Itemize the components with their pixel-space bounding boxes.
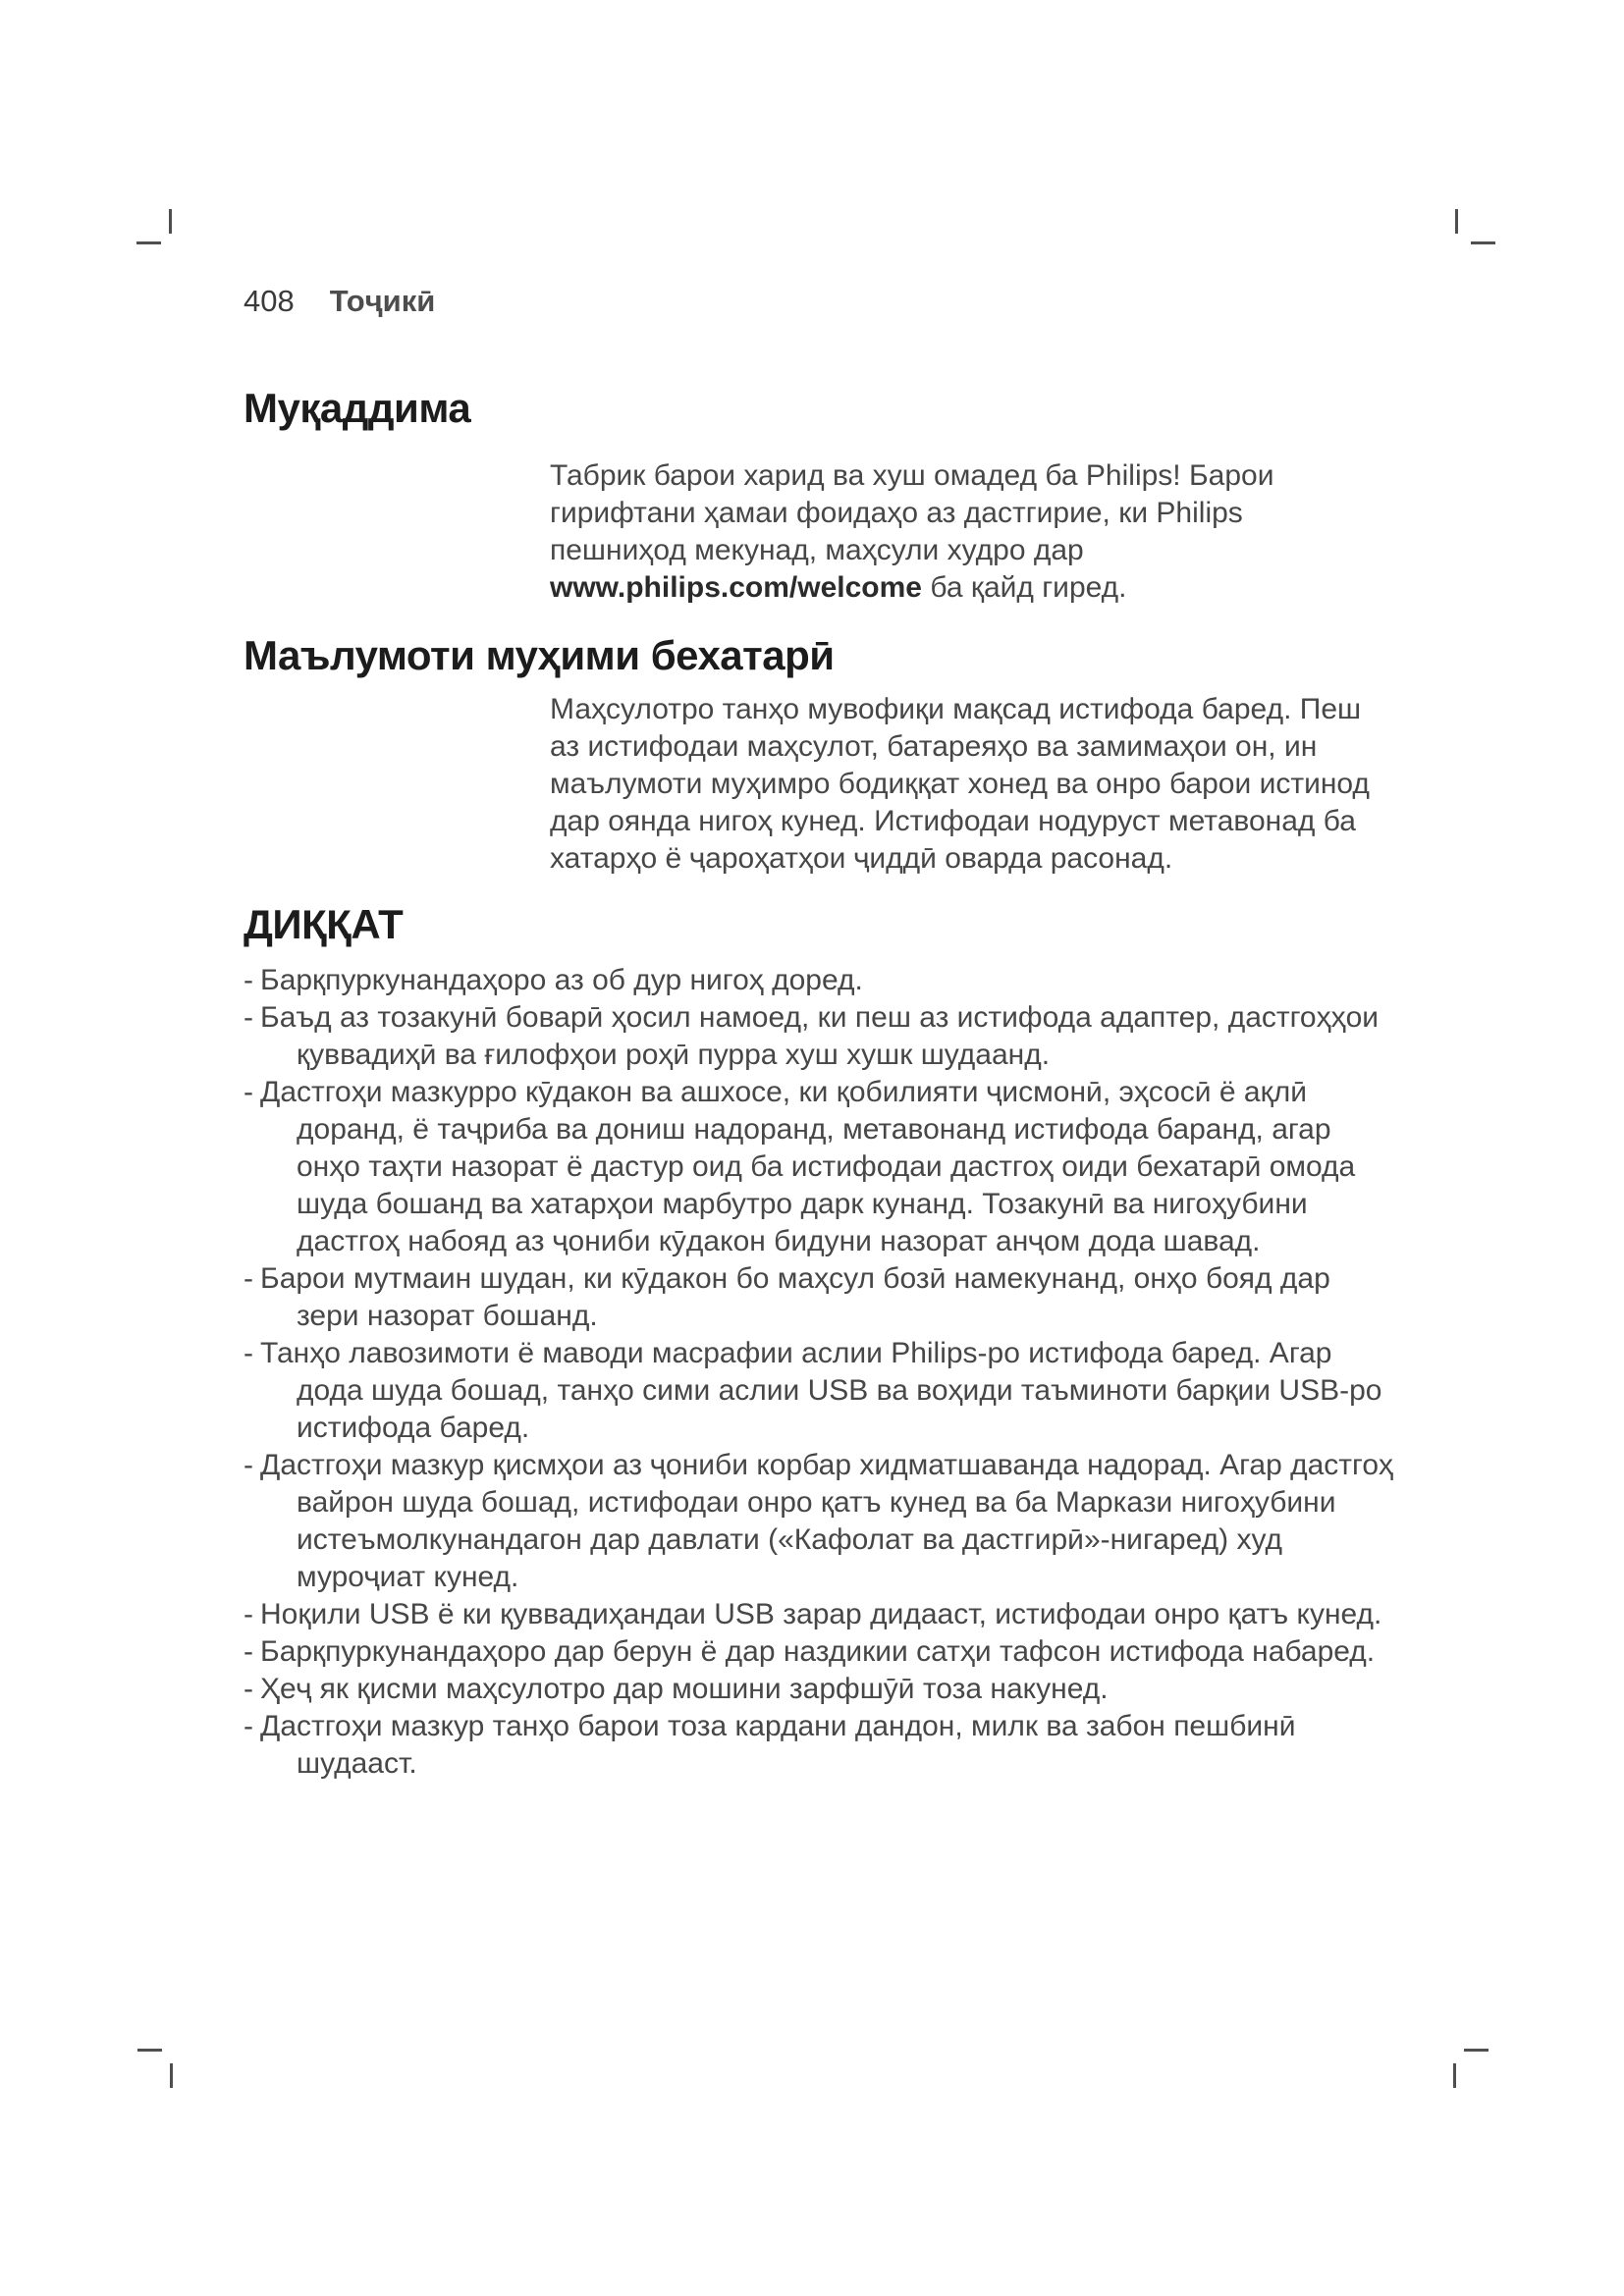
caution-item-text: Дастгоҳи мазкур қисмҳои аз ҷониби корбар хидматшаванда надорад. Агар дастгоҳ вайрон шуда бошад, истифодаи онро қатъ кунед ва ба Маркази нигоҳубини истеъмолкунандагон дар давлати («Кафолат ва дастгирӣ»-нигаред) худ муроҷиат кунед. — [260, 1449, 1394, 1593]
safety-paragraph: Маҳсулотро танҳо мувофиқи мақсад истифода баред. Пеш аз истифодаи маҳсулот, батареяҳо ва замимаҳои он, ин маълумоти муҳимро бодиққат хонед ва онро барои истинод дар оянда нигоҳ кунед. Истифодаи нодуруст метавонад ба хатарҳо ё ҷароҳатҳои ҷиддӣ оварда расонад. — [550, 693, 1370, 875]
list-dash-marker: - — [244, 1001, 253, 1034]
caution-list-item — [244, 999, 1398, 1074]
section-title-introduction: Муқаддима — [244, 385, 471, 431]
caution-list-item — [244, 1633, 1398, 1671]
list-dash-marker: - — [244, 1076, 253, 1108]
crop-mark-top-right-horizontal — [1471, 241, 1495, 244]
page-header — [244, 283, 1402, 320]
caution-list — [244, 962, 1398, 1783]
caution-item-text: Барқпуркунандаҳоро аз об дур нигоҳ доред. — [260, 964, 863, 996]
list-dash-marker: - — [244, 1635, 253, 1668]
page-number: 408 — [244, 284, 295, 318]
caution-list-item — [244, 1335, 1398, 1447]
caution-list-item — [244, 1671, 1398, 1708]
caution-item-text: Барои мутмаин шудан, ки кӯдакон бо маҳсул бозӣ намекунанд, онҳо бояд дар зери назорат бошанд. — [260, 1262, 1330, 1332]
caution-item-text: Дастгоҳи мазкурро кӯдакон ва ашхосе, ки қобилияти ҷисмонӣ, эҳсосӣ ё ақлӣ доранд, ё таҷриба ва дониш надоранд, метавонанд истифода баранд, агар онҳо таҳти назорат ё дастур оид ба истифодаи дастгоҳ оиди бехатарӣ омода шуда бошанд ва хатарҳои марбутро дарк кунанд. Тозакунӣ ва нигоҳубини дастгоҳ набояд аз ҷониби кӯдакон бидуни назорат анҷом дода шавад. — [260, 1076, 1356, 1257]
crop-mark-bottom-left-horizontal — [137, 2049, 162, 2052]
caution-list-item — [244, 962, 1398, 999]
intro-text-before: Табрик барои харид ва хуш омадед ба Philips! Барои гирифтани ҳамаи фоидаҳо аз дастгирие, ки Philips пешниҳод мекунад, маҳсули худро дар — [550, 459, 1274, 566]
caution-list-item — [244, 1447, 1398, 1596]
crop-mark-top-right-vertical — [1455, 209, 1458, 234]
list-dash-marker: - — [244, 1598, 253, 1630]
intro-text-after: ба қайд гиред. — [921, 571, 1127, 604]
caution-item-text: Ноқили USB ё ки қуввадиҳандаи USB зарар дидааст, истифодаи онро қатъ кунед. — [260, 1598, 1382, 1630]
section-title-caution: ДИҚҚАТ — [244, 901, 404, 947]
crop-mark-bottom-right-vertical — [1453, 2063, 1456, 2088]
caution-list-item — [244, 1596, 1398, 1633]
introduction-paragraph — [550, 457, 1382, 607]
language-label: Тоҷикӣ — [329, 284, 436, 318]
philips-welcome-url: www.philips.com/welcome — [550, 571, 922, 604]
section-title-safety: Маълумоти муҳими бехатарӣ — [244, 632, 835, 678]
list-dash-marker: - — [244, 1710, 253, 1742]
crop-mark-bottom-left-vertical — [170, 2063, 173, 2088]
caution-item-text: Танҳо лавозимоти ё маводи масрафии аслии Philips-ро истифода баред. Агар дода шуда бошад, танҳо сими аслии USB ва воҳиди таъминоти барқии USB-ро истифода баред. — [260, 1337, 1382, 1444]
caution-list-item — [244, 1260, 1398, 1335]
crop-mark-top-left-horizontal — [136, 241, 161, 244]
caution-item-text: Баъд аз тозакунӣ боварӣ ҳосил намоед, ки пеш аз истифода адаптер, дастгоҳҳои қуввадиҳӣ ва ғилофҳои роҳӣ пурра хуш хушк шудаанд. — [260, 1001, 1380, 1071]
list-dash-marker: - — [244, 1262, 253, 1295]
list-dash-marker: - — [244, 1337, 253, 1369]
caution-list-item — [244, 1074, 1398, 1260]
list-dash-marker: - — [244, 964, 253, 996]
caution-item-text: Барқпуркунандаҳоро дар берун ё дар наздикии сатҳи тафсон истифода набаред. — [260, 1635, 1376, 1668]
crop-mark-top-left-vertical — [169, 209, 172, 234]
list-dash-marker: - — [244, 1673, 253, 1705]
caution-item-text: Ҳеҷ як қисми маҳсулотро дар мошини зарфшӯӣ тоза накунед. — [260, 1673, 1109, 1705]
crop-mark-bottom-right-horizontal — [1464, 2049, 1489, 2052]
list-dash-marker: - — [244, 1449, 253, 1481]
caution-item-text: Дастгоҳи мазкур танҳо барои тоза кардани дандон, милк ва забон пешбинӣ шудааст. — [260, 1710, 1296, 1780]
page-content — [244, 283, 1402, 1783]
caution-list-item — [244, 1708, 1398, 1783]
